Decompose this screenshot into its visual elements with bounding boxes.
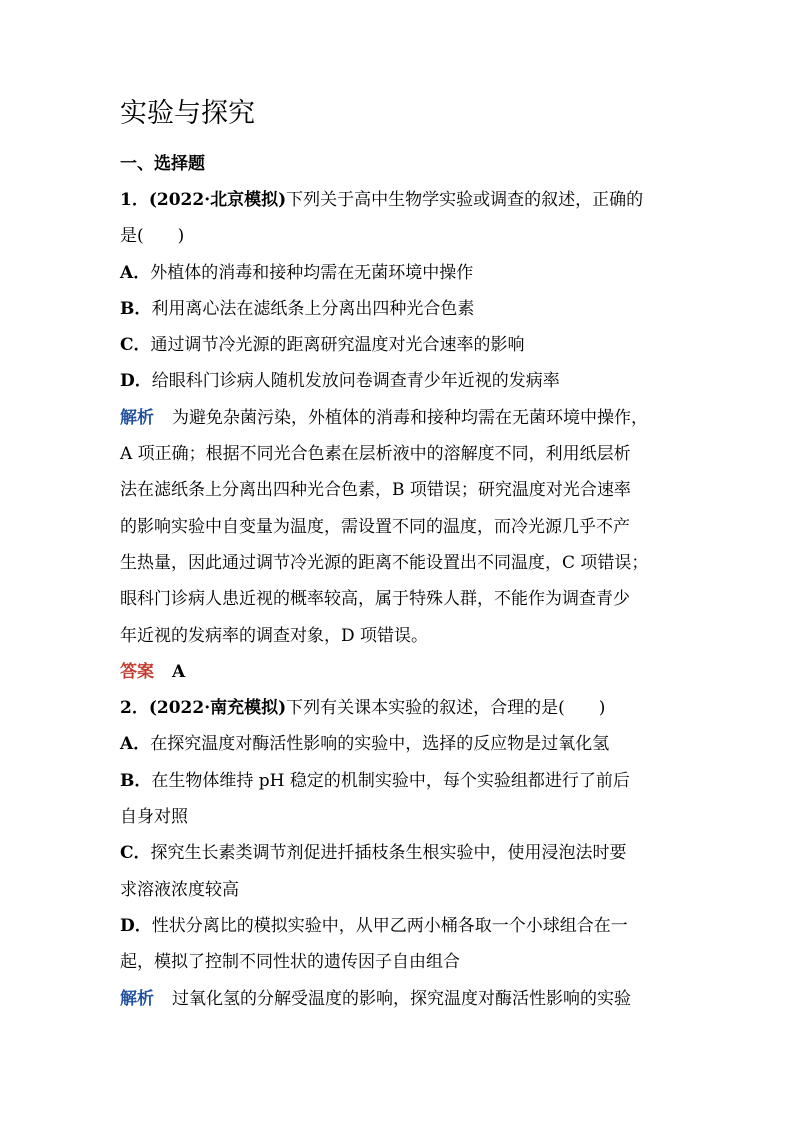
option-label: A．	[120, 734, 151, 755]
q1-option-a	[120, 255, 680, 291]
q1-option-c	[120, 327, 680, 363]
analysis-text: 过氧化氢的分解受温度的影响，探究温度对酶活性影响的实验	[172, 988, 631, 1009]
option-label: B．	[120, 298, 152, 319]
analysis-tag: 解析	[120, 407, 154, 428]
q1-analysis-line	[120, 400, 680, 436]
q2-option-d	[120, 908, 680, 944]
q2-option-b	[120, 763, 680, 799]
q2-analysis-line	[120, 981, 680, 1017]
page-title: 实验与探究	[120, 98, 255, 129]
option-text: 性状分离比的模拟实验中，从甲乙两小桶各取一个小球组合在一	[151, 915, 628, 936]
option-label: A．	[120, 262, 151, 283]
q1-analysis-line: 眼科门诊病人患近视的概率较高，属于特殊人群，不能作为调查青少	[120, 589, 630, 610]
q2-stem-text: 下列有关课本实验的叙述，合理的是( )	[286, 698, 606, 719]
q2-option-b-cont: 自身对照	[120, 807, 188, 828]
section-heading: 一、选择题	[120, 154, 205, 174]
q1-analysis-line: 年近视的发病率的调查对象，D 项错误。	[120, 625, 429, 646]
option-text: 利用离心法在滤纸条上分离出四种光合色素	[151, 298, 475, 319]
q1-option-b	[120, 291, 680, 327]
answer-tag: 答案	[120, 661, 154, 682]
q1-number: 1．	[120, 190, 149, 210]
q2-number: 2．	[120, 698, 149, 719]
option-label: C．	[120, 335, 151, 356]
option-text: 外植体的消毒和接种均需在无菌环境中操作	[150, 262, 474, 283]
option-text: 在生物体维持 pH 稳定的机制实验中，每个实验组都进行了前后	[151, 770, 630, 791]
q2-option-c-cont: 求溶液浓度较高	[120, 879, 239, 900]
analysis-text: 为避免杂菌污染，外植体的消毒和接种均需在无菌环境中操作，	[172, 407, 648, 428]
analysis-tag: 解析	[120, 988, 154, 1009]
answer-value: A	[172, 661, 186, 682]
option-text: 给眼科门诊病人随机发放问卷调查青少年近视的发病率	[151, 371, 560, 392]
q1-stem-line1	[120, 182, 680, 218]
q1-analysis-line: 法在滤纸条上分离出四种光合色素，B 项错误；研究温度对光合速率	[120, 480, 631, 501]
q1-stem-text: 下列关于高中生物学实验或调查的叙述，正确的	[286, 190, 644, 210]
q2-stem	[120, 690, 680, 726]
q1-stem-line2: 是( )	[120, 226, 185, 247]
document-page	[120, 96, 680, 1017]
option-text: 在探究温度对酶活性影响的实验中，选择的反应物是过氧化氢	[150, 734, 610, 755]
q2-option-d-cont: 起，模拟了控制不同性状的遗传因子自由组合	[120, 952, 460, 973]
option-label: D．	[120, 371, 152, 392]
q1-option-d	[120, 363, 680, 399]
option-label: B．	[120, 770, 152, 791]
option-label: C．	[120, 843, 151, 864]
q1-answer	[120, 654, 680, 690]
q2-option-a	[120, 726, 680, 762]
q1-analysis-line: A 项正确；根据不同光合色素在层析液中的溶解度不同，利用纸层析	[120, 444, 631, 465]
option-text: 探究生长素类调节剂促进扦插枝条生根实验中，使用浸泡法时要	[150, 843, 627, 864]
q2-option-c	[120, 835, 680, 871]
q1-analysis-line: 生热量，因此通过调节冷光源的距离不能设置出不同温度，C 项错误；	[120, 552, 649, 573]
q1-source: (2022·北京模拟)	[148, 190, 287, 210]
option-text: 通过调节冷光源的距离研究温度对光合速率的影响	[150, 335, 525, 356]
q2-source: (2022·南充模拟)	[148, 698, 287, 719]
option-label: D．	[120, 915, 152, 936]
q1-analysis-line: 的影响实验中自变量为温度，需设置不同的温度，而冷光源几乎不产	[120, 516, 630, 537]
